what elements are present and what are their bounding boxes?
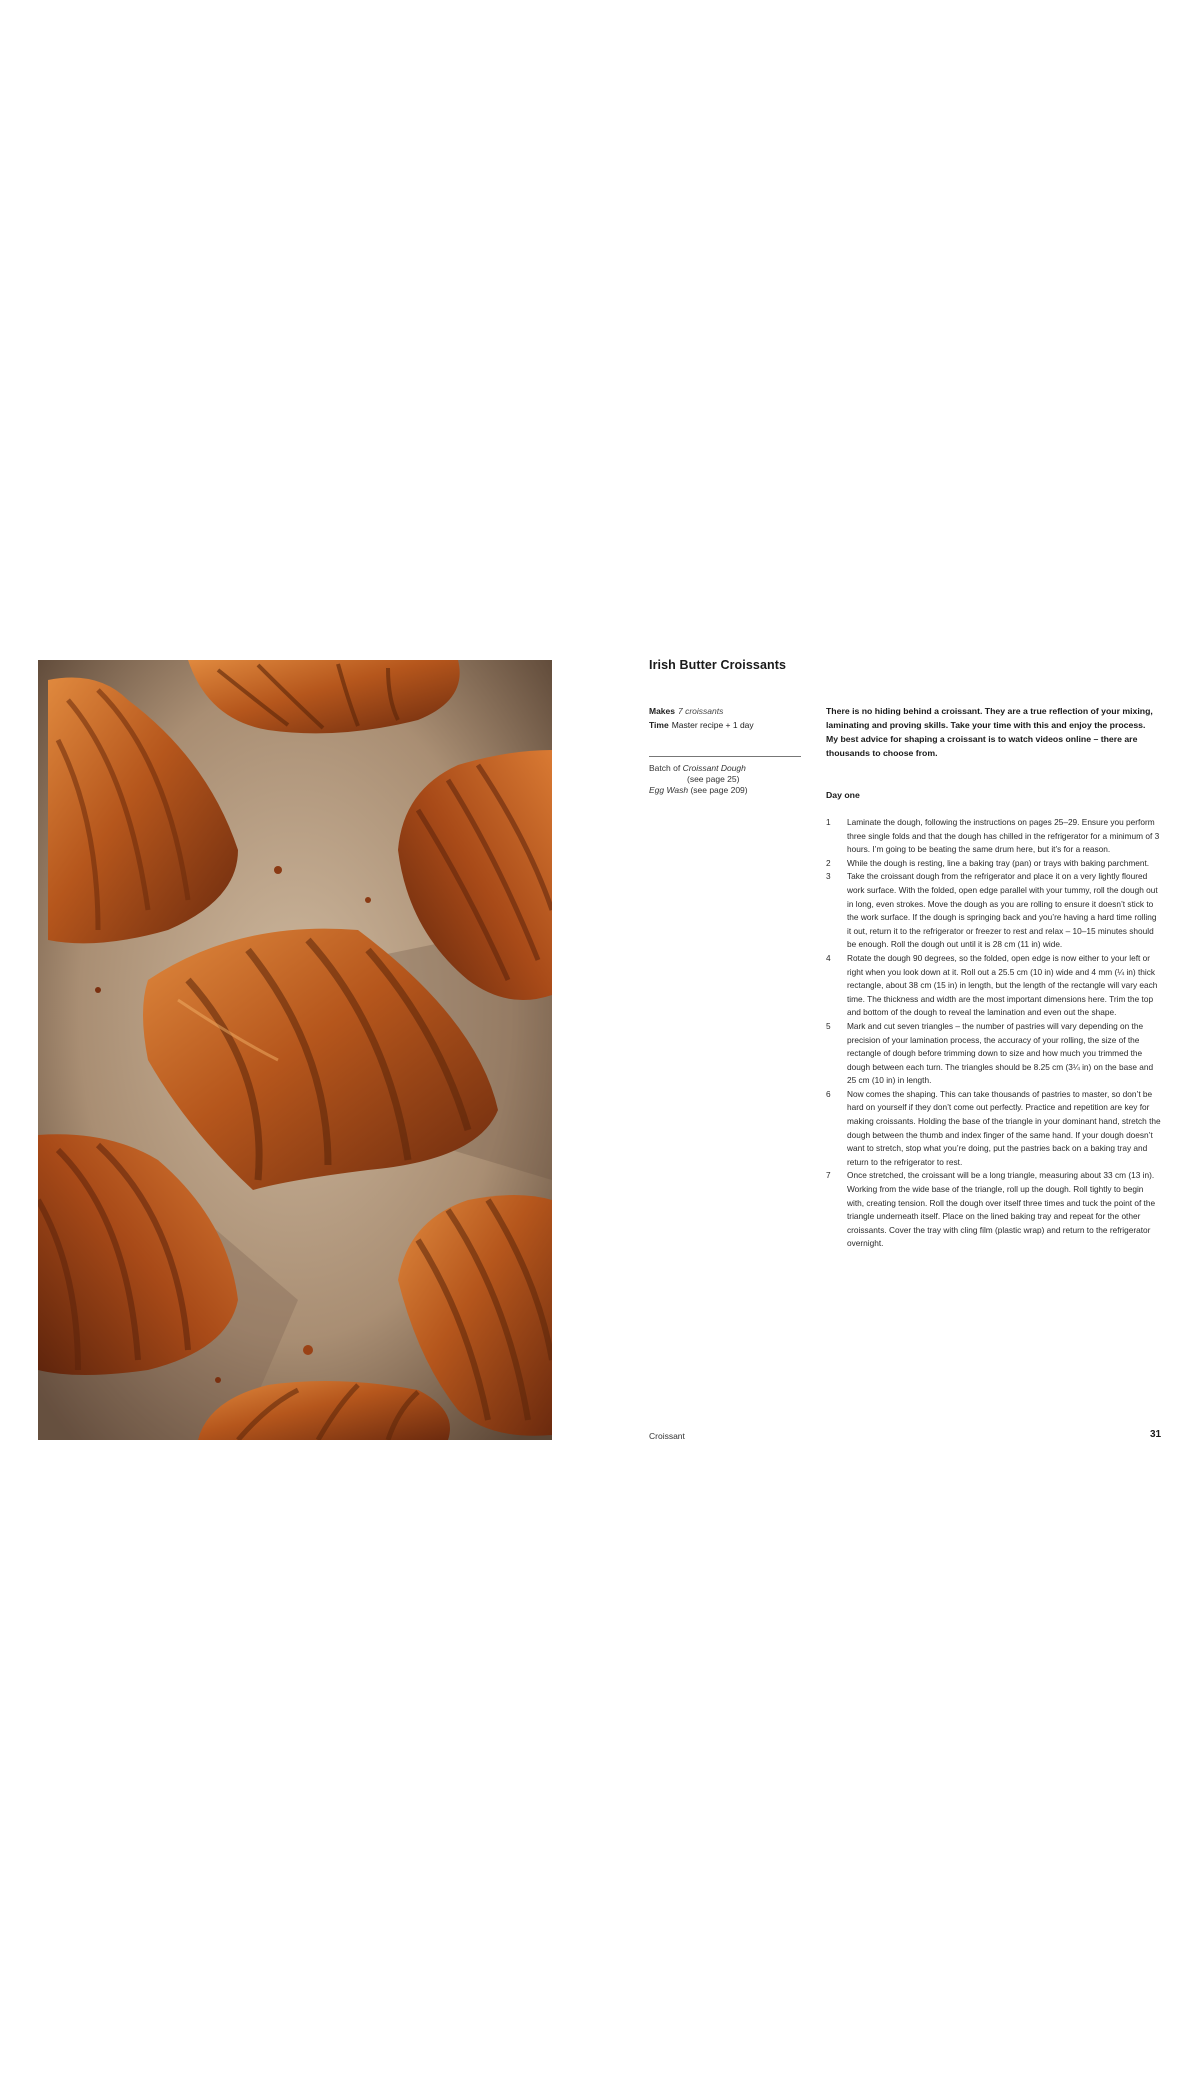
time-info xyxy=(649,718,754,732)
makes-value: 7 croissants xyxy=(678,706,724,716)
recipe-title: Irish Butter Croissants xyxy=(649,658,787,672)
step-number: 4 xyxy=(826,952,831,963)
step-number: 7 xyxy=(826,1170,831,1181)
time-label: Time xyxy=(649,720,669,730)
footer-section-name: Croissant xyxy=(649,1431,685,1441)
step-text: Laminate the dough, following the instructions on pages 25–29. Ensure you perform three single folds and that the dough has chilled in the refrigerator for a minimum of 3 hours. I’m going to be beating the same drum here, but it’s for a reason. xyxy=(847,817,1160,855)
step-text: Rotate the dough 90 degrees, so the folded, open edge is now either to your left or right when you look down at it. Roll out a 25.5 cm (10 in) wide and 4 mm (¼ in) thick rectangle, about 38 cm (15 in) in length, but the length of the rectangle will vary each time. The thickness and width are the most important dimensions here. Trim the top and bottom of the dough to reveal the lamination and even out the shape. xyxy=(847,952,1158,1018)
step-text: Take the croissant dough from the refrigerator and place it on a very lightly floured work surface. With the folded, open edge parallel with your tummy, roll the dough out in long, even strokes. Move the dough as you are rolling to ensure it doesn’t stick to the work surface. If the dough is springing back and you’re having a hard time rolling it out, return it to the refrigerator or freezer to rest and relax – 10–15 minutes should be enough. Roll the dough out until it is 28 cm (11 in) wide. xyxy=(847,871,1158,950)
ingredient-page-ref: (see page 209) xyxy=(690,785,748,795)
ingredient-item xyxy=(649,763,799,785)
ingredient-item xyxy=(649,785,748,796)
method-step xyxy=(826,1169,1162,1251)
step-number: 5 xyxy=(826,1020,831,1031)
step-text: Mark and cut seven triangles – the number of pastries will vary depending on the precision of your lamination process, the accuracy of your rolling, the size of the rectangle of dough before trimming down to size and how much you trimmed the dough between each turn. The triangles should be 8.25 cm (3¼ in) on the base and 25 cm (10 in) in length. xyxy=(847,1020,1154,1086)
ingredient-name: Croissant Dough xyxy=(682,763,746,773)
step-number: 1 xyxy=(826,817,831,827)
method-step xyxy=(826,870,1162,952)
day-heading: Day one xyxy=(826,790,860,800)
step-number: 3 xyxy=(826,871,831,882)
step-number: 2 xyxy=(826,857,831,868)
step-text: While the dough is resting, line a baking tray (pan) or trays with baking parchment. xyxy=(847,857,1150,868)
page-number: 31 xyxy=(1150,1429,1162,1440)
ingredient-prefix: Batch of xyxy=(649,763,683,773)
step-number: 6 xyxy=(826,1088,831,1099)
method-step xyxy=(826,1020,1162,1088)
method-step xyxy=(826,816,1162,857)
recipe-intro: There is no hiding behind a croissant. They are a true reflection of your mixing, laminating and proving skills. Take your time with this and enjoy the process. My best advice for shaping a croissant is to watch videos online – there are thousands to choose from. xyxy=(826,706,1153,758)
makes-info xyxy=(649,704,723,718)
divider xyxy=(649,756,801,757)
time-value: Master recipe + 1 day xyxy=(671,720,754,730)
method-step xyxy=(826,857,1162,871)
step-text: Now comes the shaping. This can take thousands of pastries to master, so don’t be hard on yourself if they don’t come out perfectly. Practice and repetition are key for making croissants. Holding the base of the triangle in your dominant hand, stretch the dough between the thumb and index finger of the same hand. If your dough doesn’t want to stretch, stop what you’re doing, put the pastries back on a baking tray and return to the refrigerator to rest. xyxy=(847,1088,1161,1167)
makes-label: Makes xyxy=(649,706,675,716)
croissant-photo xyxy=(38,660,552,1440)
step-text: Once stretched, the croissant will be a long triangle, measuring about 33 cm (13 in). Working from the wide base of the triangle, roll up the dough. Roll tightly to begin with, creating tension. Roll the dough over itself three times and tuck the point of the triangle underneath itself. Place on the lined baking tray and repeat for the other croissants. Cover the tray with cling film (plastic wrap) and return to the refrigerator overnight. xyxy=(847,1170,1156,1249)
method-step xyxy=(826,952,1162,1020)
ingredient-name: Egg Wash xyxy=(649,785,689,795)
ingredient-page-ref: (see page 25) xyxy=(687,774,740,784)
method-step xyxy=(826,1088,1162,1170)
method-steps xyxy=(826,816,1162,1251)
